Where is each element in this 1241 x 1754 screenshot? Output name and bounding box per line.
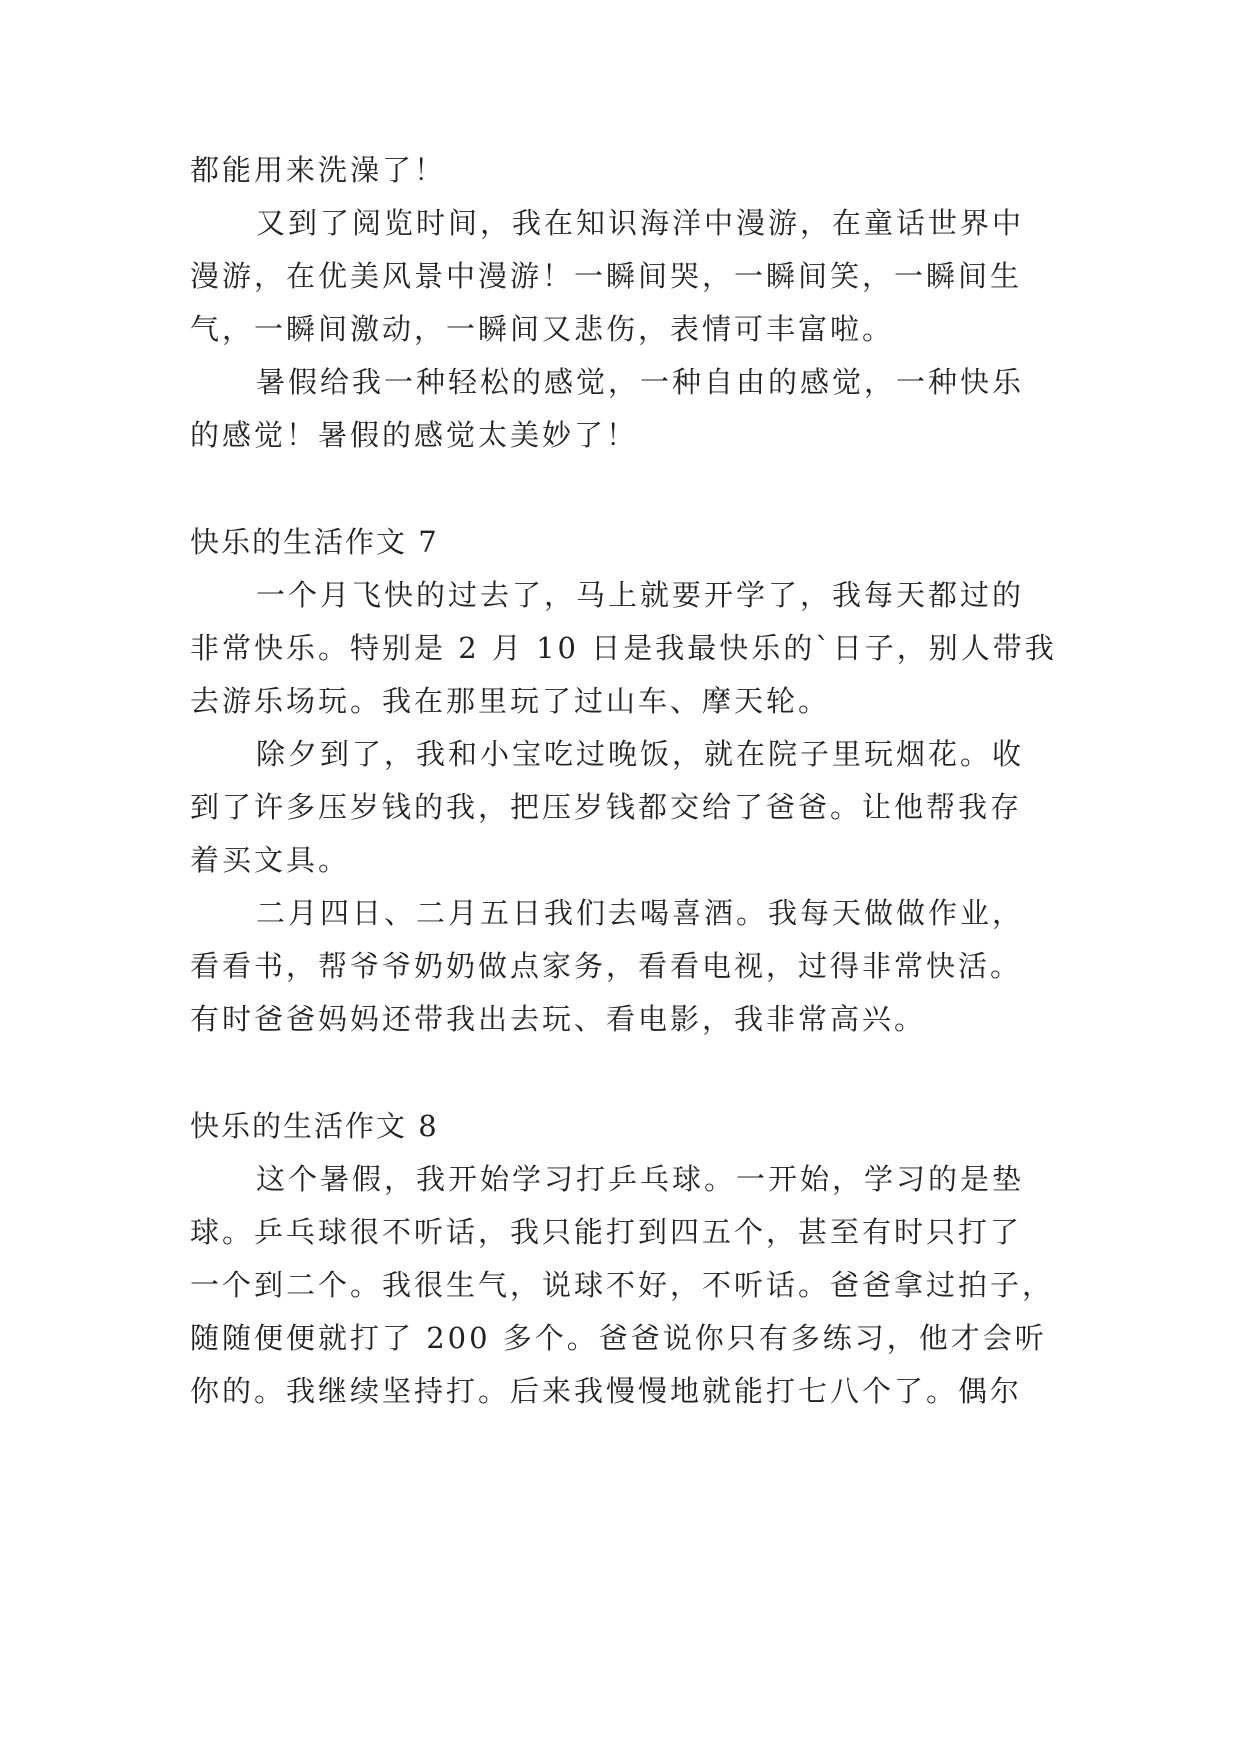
paragraph-line: 一个月飞快的过去了，马上就要开学了，我每天都过的 [256,578,1025,612]
paragraph-line: 气，一瞬间激动，一瞬间又悲伤，表情可丰富啦。 [190,312,895,346]
paragraph-line: 去游乐场玩。我在那里玩了过山车、摩天轮。 [190,684,831,718]
paragraph-line: 的感觉！暑假的感觉太美妙了！ [190,418,639,452]
paragraph-line: 除夕到了，我和小宝吃过晚饭，就在院子里玩烟花。收 [256,737,1025,771]
paragraph-line: 有时爸爸妈妈还带我出去玩、看电影，我非常高兴。 [190,1002,927,1036]
paragraph-line: 看看书，帮爷爷奶奶做点家务，看看电视，过得非常快活。 [190,949,1023,983]
paragraph-line: 一个到二个。我很生气，说球不好，不听话。爸爸拿过拍子， [190,1268,1055,1302]
paragraph-line: 暑假给我一种轻松的感觉，一种自由的感觉，一种快乐 [256,365,1025,399]
paragraph-line: 都能用来洗澡了！ [190,153,447,187]
section-title: 快乐的生活作文 7 [190,525,439,559]
paragraph-line: 着买文具。 [190,843,351,877]
section-title: 快乐的生活作文 8 [190,1109,439,1143]
paragraph-line: 球。乒乓球很不听话，我只能打到四五个，甚至有时只打了 [190,1215,1023,1249]
paragraph-line: 随随便便就打了 200 多个。爸爸说你只有多练习，他才会听 [190,1321,1047,1355]
paragraph-line: 这个暑假，我开始学习打乒乓球。一开始，学习的是垫 [256,1162,1025,1196]
paragraph-line: 你的。我继续坚持打。后来我慢慢地就能打七八个了。偶尔 [190,1374,1023,1408]
paragraph-line: 到了许多压岁钱的我，把压岁钱都交给了爸爸。让他帮我存 [190,790,1023,824]
paragraph-line: 非常快乐。特别是 2 月 10 日是我最快乐的`日子，别人带我 [190,631,1057,665]
paragraph-line: 又到了阅览时间，我在知识海洋中漫游，在童话世界中 [256,206,1025,240]
paragraph-line: 二月四日、二月五日我们去喝喜酒。我每天做做作业， [256,896,1025,930]
paragraph-line: 漫游，在优美风景中漫游！一瞬间哭，一瞬间笑，一瞬间生 [190,259,1023,293]
